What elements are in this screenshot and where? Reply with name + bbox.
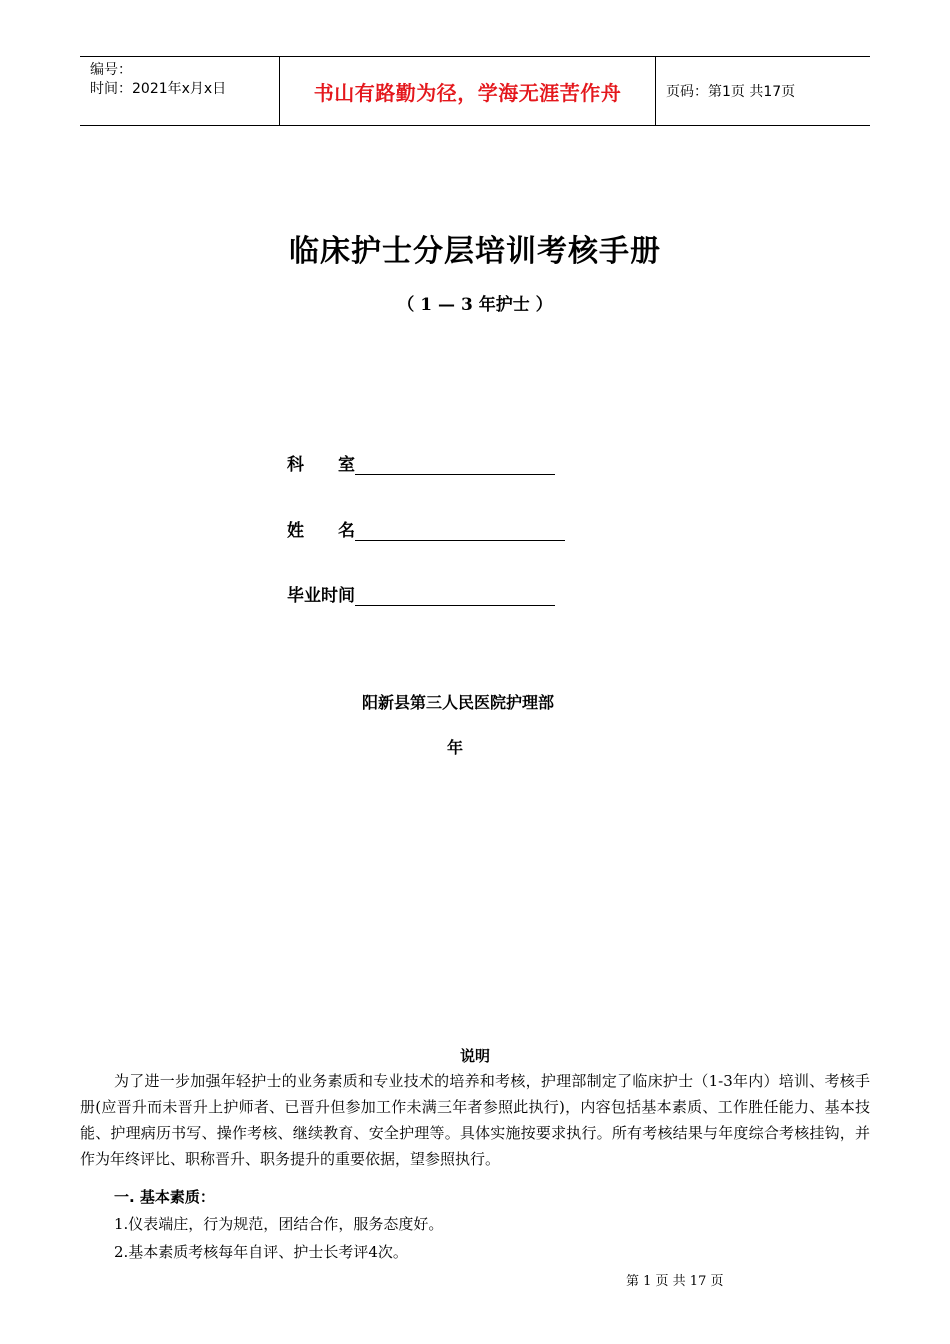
page-footer: 第 1 页 共 17 页 — [626, 1274, 724, 1289]
document-title: 临床护士分层培训考核手册 — [289, 234, 661, 269]
section1-item2: 2.基本素质考核每年自评、护士长考评4次。 — [114, 1243, 408, 1261]
department-blank[interactable] — [355, 456, 555, 475]
graduation-blank[interactable] — [355, 587, 555, 606]
organization-name: 阳新县第三人民医院护理部 — [361, 693, 554, 712]
time-label: 时间：2021年x月x日 — [90, 81, 227, 97]
section1-title: 一. 基本素质： — [114, 1188, 215, 1206]
department-field — [287, 450, 555, 475]
instructions-intro: 为了进一步加强年轻护士的业务素质和专业技术的培养和考核，护理部制定了临床护士（1-3年内）培训、考核手册(应晋升而未晋升上护师者、已晋升但参加工作未满三年者参照此执行)，内容包括基本素质、工作胜任能力、基本技能、护理病历书写、操作考核、继续教育、安全护理等。具体实施按要求执行。所有考核结果与年度综合考核挂钩，并作为年终评比、职称晋升、职务提升的重要依据，望参照执行。 — [80, 1072, 870, 1168]
header-motto: 书山有路勤为径，学海无涯苦作舟 — [280, 57, 656, 125]
header-page-info: 页码：第1页 共17页 — [666, 84, 796, 100]
serial-label: 编号： — [90, 62, 132, 78]
header-meta — [80, 57, 280, 125]
year-label: 年 — [446, 738, 463, 757]
name-label: 姓 — [287, 521, 304, 541]
section1-item1: 1.仪表端庄，行为规范，团结合作，服务态度好。 — [114, 1215, 444, 1233]
graduation-field — [287, 581, 555, 606]
document-subtitle: （ 1 — 3 年护士 ） — [397, 295, 553, 315]
name-label-2: 名 — [338, 521, 355, 541]
name-field — [287, 516, 565, 541]
page-header — [80, 56, 870, 126]
department-label: 科 — [287, 455, 304, 475]
graduation-label: 毕业时间 — [287, 586, 355, 606]
department-label-2: 室 — [338, 455, 355, 475]
name-blank[interactable] — [355, 522, 565, 541]
instructions-heading: 说明 — [459, 1047, 490, 1065]
